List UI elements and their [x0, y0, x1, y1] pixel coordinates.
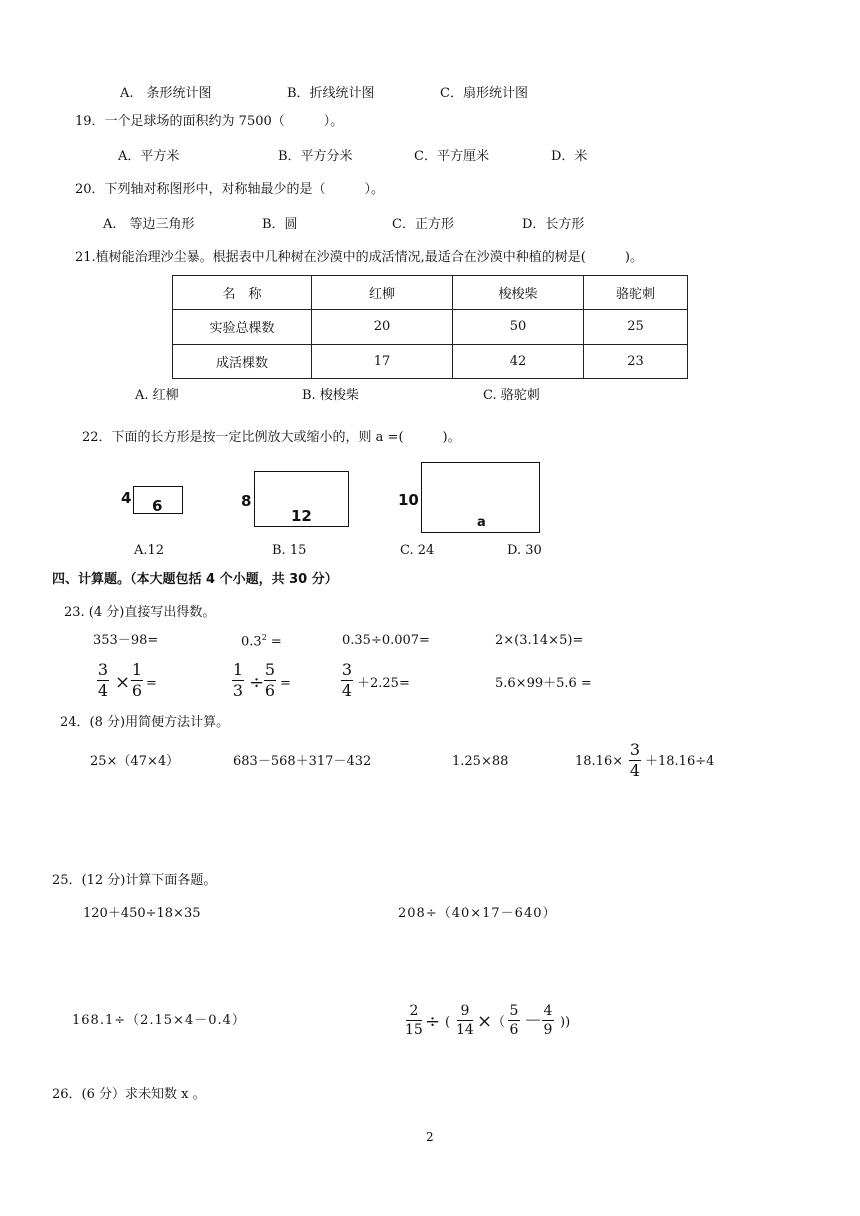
q18-option-c: C．扇形统计图 [440, 86, 528, 101]
q20-option-b: B．圆 [262, 217, 298, 232]
survival-table [172, 275, 688, 379]
q21-option-c: C. 骆驼刺 [483, 388, 540, 403]
q22-option-c: C. 24 [400, 543, 435, 558]
q24-item-3: 1.25×88 [452, 754, 509, 769]
table-cell: 50 [453, 310, 584, 344]
table-cell: 骆驼刺 [584, 276, 688, 310]
q25-item-3: 168.1÷（2.15×4－0.4） [72, 1013, 246, 1028]
q20-stem: 20．下列轴对称图形中，对称轴最少的是（ ）。 [75, 182, 385, 197]
fraction: 3 4 [629, 740, 641, 780]
fraction: 1 6 [131, 660, 143, 700]
rect3-height-label: 10 [398, 491, 419, 509]
q25-item-1: 120＋450÷18×35 [83, 906, 201, 921]
table-row [173, 276, 688, 310]
table-cell: 名 称 [173, 276, 312, 310]
q26-stem: 26．(6 分）求未知数 x 。 [52, 1087, 206, 1102]
q25-item-2: 208÷（40×17－640） [398, 906, 557, 921]
table-row [173, 344, 688, 378]
table-cell: 实验总棵数 [173, 310, 312, 344]
q23-item-4: 2×(3.14×5)= [495, 633, 584, 648]
q19-option-b: B．平方分米 [278, 149, 353, 164]
q23-stem: 23. (4 分)直接写出得数。 [64, 605, 216, 620]
rect3-width-label: a [477, 515, 486, 530]
fraction: 5 6 [264, 660, 276, 700]
divide-sign: ÷ [425, 1011, 441, 1032]
q18-option-a: A. 条形统计图 [120, 86, 212, 101]
table-cell: 23 [584, 344, 688, 378]
equals-sign: = [146, 676, 157, 691]
page-number: 2 [426, 1130, 434, 1144]
fraction: 2 15 [405, 1003, 423, 1038]
rect2-height-label: 8 [241, 492, 252, 510]
q24-stem: 24．(8 分)用简便方法计算。 [60, 715, 230, 730]
rect2-width-label: 12 [291, 507, 312, 525]
q19-option-c: C．平方厘米 [414, 149, 489, 164]
times-sign: × [477, 1011, 493, 1032]
table-cell: 梭梭柴 [453, 276, 584, 310]
minus-sign: － [524, 1011, 542, 1032]
q24-item-4-pre: 18.16× [575, 754, 624, 769]
q21-option-b: B. 梭梭柴 [302, 388, 359, 403]
q24-item-1: 25×（47×4） [90, 754, 180, 769]
q23-item-8: 5.6×99＋5.6 = [495, 676, 592, 691]
q24-item-2: 683－568＋317－432 [233, 754, 372, 769]
q23-item-2: $0.3^2$ = [241, 633, 282, 650]
fraction: 5 6 [509, 1003, 519, 1038]
table-cell: 42 [453, 344, 584, 378]
open-paren: （ [492, 1015, 506, 1030]
equals-sign: = [280, 676, 291, 691]
fraction: 9 14 [456, 1003, 474, 1038]
close-paren: )) [560, 1015, 571, 1030]
table-cell: 17 [312, 344, 453, 378]
q22-option-d: D. 30 [507, 543, 542, 558]
q20-option-d: D．长方形 [522, 217, 585, 232]
table-cell: 成活棵数 [173, 344, 312, 378]
q24-item-4-post: ＋18.16÷4 [645, 754, 715, 769]
table-cell: 红柳 [312, 276, 453, 310]
q23-item-7-rest: ＋2.25= [357, 676, 410, 691]
section-heading: 四、计算题。（本大题包括 4 个小题，共 30 分） [52, 572, 338, 587]
fraction: 3 4 [97, 660, 109, 700]
times-sign: × [115, 672, 131, 693]
q20-option-c: C．正方形 [392, 217, 454, 232]
q19-option-a: A．平方米 [118, 149, 180, 164]
q22-option-b: B. 15 [272, 543, 307, 558]
q23-item-3: 0.35÷0.007= [342, 633, 430, 648]
q19-stem: 19．一个足球场的面积约为 7500（ ）。 [75, 114, 344, 129]
q19-option-d: D．米 [551, 149, 588, 164]
q23-item-1: 353－98= [93, 633, 159, 648]
fraction: 4 9 [543, 1003, 553, 1038]
rect1-width-label: 6 [152, 497, 163, 515]
q18-option-b: B．折线统计图 [287, 86, 375, 101]
table-row [173, 310, 688, 344]
fraction: 1 3 [232, 660, 244, 700]
q21-option-a: A. 红柳 [135, 388, 179, 403]
q25-stem: 25．(12 分)计算下面各题。 [52, 873, 217, 888]
q22-stem: 22．下面的长方形是按一定比例放大或缩小的，则 a =( )。 [82, 430, 461, 445]
q22-option-a: A.12 [134, 543, 165, 558]
q21-stem: 21.植树能治理沙尘暴。根据表中几种树在沙漠中的成活情况,最适合在沙漠中种植的树是( )。 [75, 250, 643, 265]
rect1-height-label: 4 [121, 489, 132, 507]
open-paren: ( [445, 1015, 451, 1030]
q20-option-a: A. 等边三角形 [103, 217, 195, 232]
divide-sign: ÷ [249, 672, 265, 693]
table-cell: 20 [312, 310, 453, 344]
fraction: 3 4 [341, 660, 353, 700]
table-cell: 25 [584, 310, 688, 344]
